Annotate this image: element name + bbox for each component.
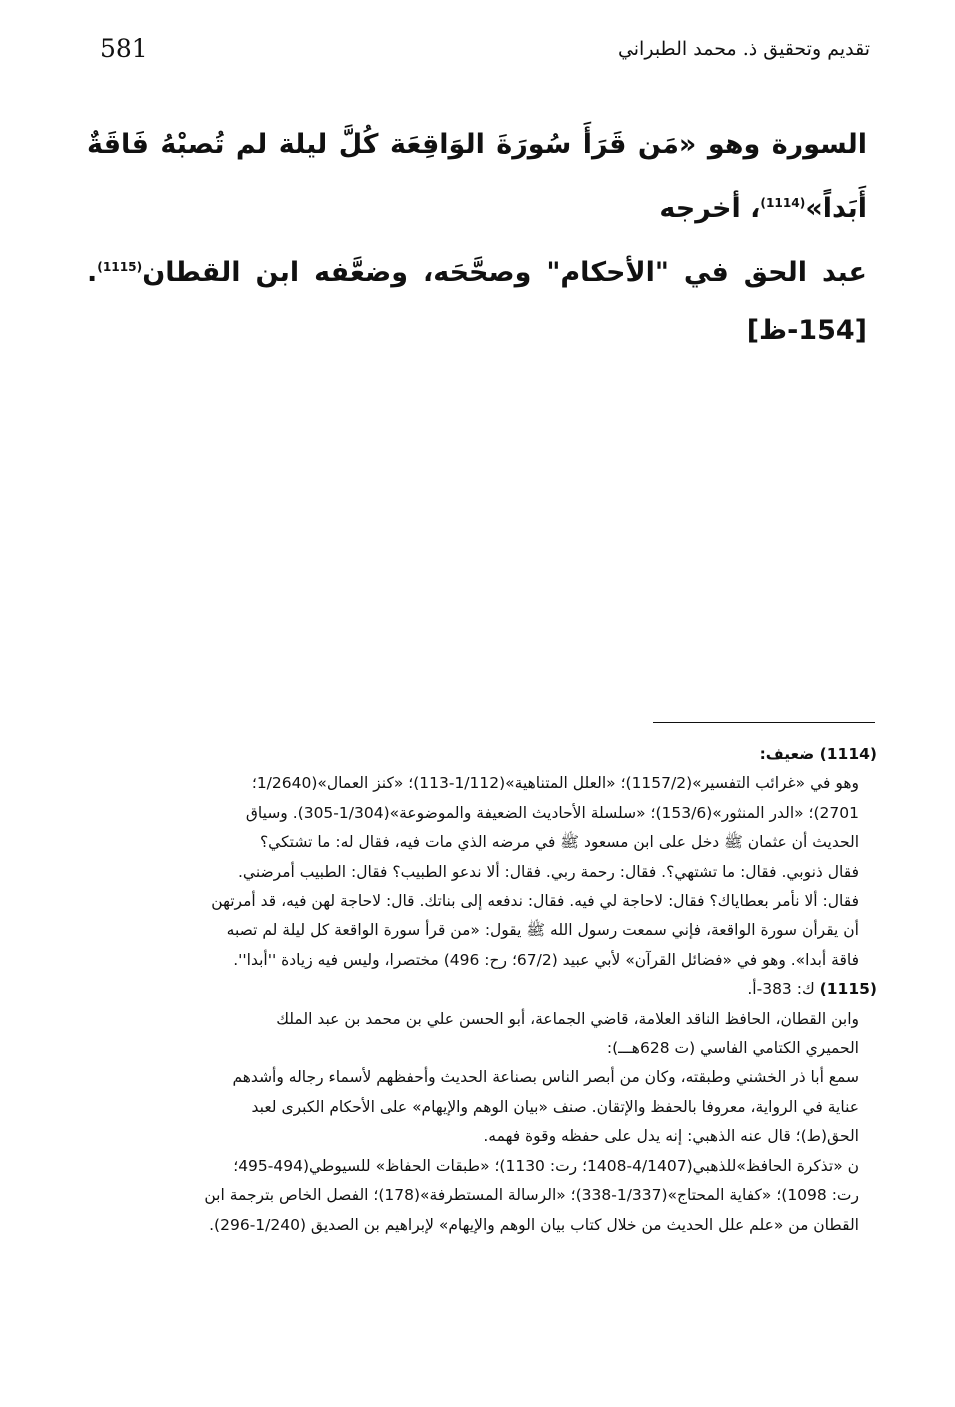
footnote-line: القطان من «علم علل الحديث من خلال كتاب بيان الوهم والإيهام» لإبراهيم بن الصديق (1/240-296). [209, 1215, 859, 1234]
main-line-1-text: السورة وهو «مَن قَرَأَ سُورَةَ الوَاقِعَة كُلَّ ليلة لم تُصبْهُ فَاقَةٌ أَبَداً» [87, 129, 867, 224]
footnote-ref-1115[interactable]: (1115) [97, 260, 143, 274]
footnote-line: وهو في «غرائب التفسير»(1157/2)؛ «العلل المتناهية»(1/112-113)؛ «كنز العمال»(1/2640؛ [251, 774, 859, 793]
main-line-2 [87, 238, 867, 360]
main-line-1 [87, 116, 867, 238]
footnote-line: وابن القطان، الحافظ الناقد العلامة، قاضي الجماعة، أبو الحسن علي بن محمد بن عبد الملك [276, 1009, 859, 1028]
footnote-1114-heading: (1114) ضعيف: [759, 745, 877, 763]
footnote-line: فقال: ألا نأمر بعطاياك؟ فقال: لاحاجة لي فيه. فقال: ندفعه إلى بناتك. قال: لاحاجة لهن فيه، قد أمرتهن [211, 892, 859, 911]
footnote-line: 2701)؛ «الدر المنثور»(153/6)؛ «سلسلة الأحاديث الضعيفة والموضوعة»(1/304-305). وسياق [245, 803, 859, 822]
footnote-1115-first: ك: 383-أ. [747, 980, 815, 999]
main-text [87, 116, 867, 360]
main-line-2-text: عبد الحق في "الأحكام" وصحَّحَه، وضعَّفه ابن القطان [142, 257, 867, 288]
main-line-1-tail: ، أخرجه [659, 193, 761, 224]
footnote-1114-body [102, 769, 877, 975]
footnote-line: أن يقرأن سورة الواقعة، فإني سمعت رسول الله ﷺ يقول: «من قرأ سورة الواقعة كل ليلة لم تصبه [226, 921, 859, 940]
footnote-line: فقال ذنوبي. فقال: ما تشتهي؟. فقال: رحمة ربي. فقال: ألا ندعو الطبيب؟ فقال: الطبيب أمرضني. [237, 862, 859, 881]
footnote-1115-heading [102, 975, 877, 1004]
folio-marker: .[154-ظ] [87, 257, 867, 346]
footnotes [102, 740, 877, 1240]
footnote-ref-1114[interactable]: (1114) [760, 196, 806, 210]
page-number: 581 [100, 34, 148, 63]
footnote-line: الحميري الكتامي الفاسي (ت 628هـــ): [606, 1039, 859, 1058]
footnote-1115-body [102, 1005, 877, 1240]
footnote-line: عناية في الرواية، معروفا بالحفظ والإتقان. صنف «بيان الوهم والإيهام» على الأحكام الكبرى لعبد [251, 1097, 859, 1116]
footnote-1115-number: (1115) [819, 980, 877, 999]
footnote-line: فاقة أبدا». وهو في «فضائل القرآن» لأبي عبيد (67/2؛ رح: 496) مختصرا، وليس فيه زيادة ''أبدا''. [233, 950, 859, 969]
footnote-line: ن «تذكرة الحافظ»للذهبي(4/1407-1408؛ رت: 1130)؛ «طبقات الحفاظ» للسيوطي(494-495؛ [233, 1156, 859, 1175]
running-head [100, 34, 870, 74]
running-title: تقديم وتحقيق ذ. محمد الطبراني [617, 38, 870, 60]
footnote-line: سمع أبا ذر الخشني وطبقته، وكان من أبصر الناس بصناعة الحديث وأحفظهم لأسماء رجاله وأشدهم [232, 1068, 859, 1087]
footnote-line: الحديث أن عثمان ﷺ دخل على ابن مسعود ﷺ في مرضه الذي مات فيه، فقال له: ما تشتكي؟ [259, 833, 859, 852]
footnote-separator [653, 722, 875, 723]
footnote-line: الحق(ط)؛ قال عنه الذهبي: إنه يدل على حفظه وقوة فهمه. [483, 1127, 859, 1146]
footnote-line: رت: 1098)؛ «كفاية المحتاج»(1/337-338)؛ «الرسالة المستطرفة»(178)؛ الفصل الخاص بترجمة ابن [204, 1186, 859, 1205]
